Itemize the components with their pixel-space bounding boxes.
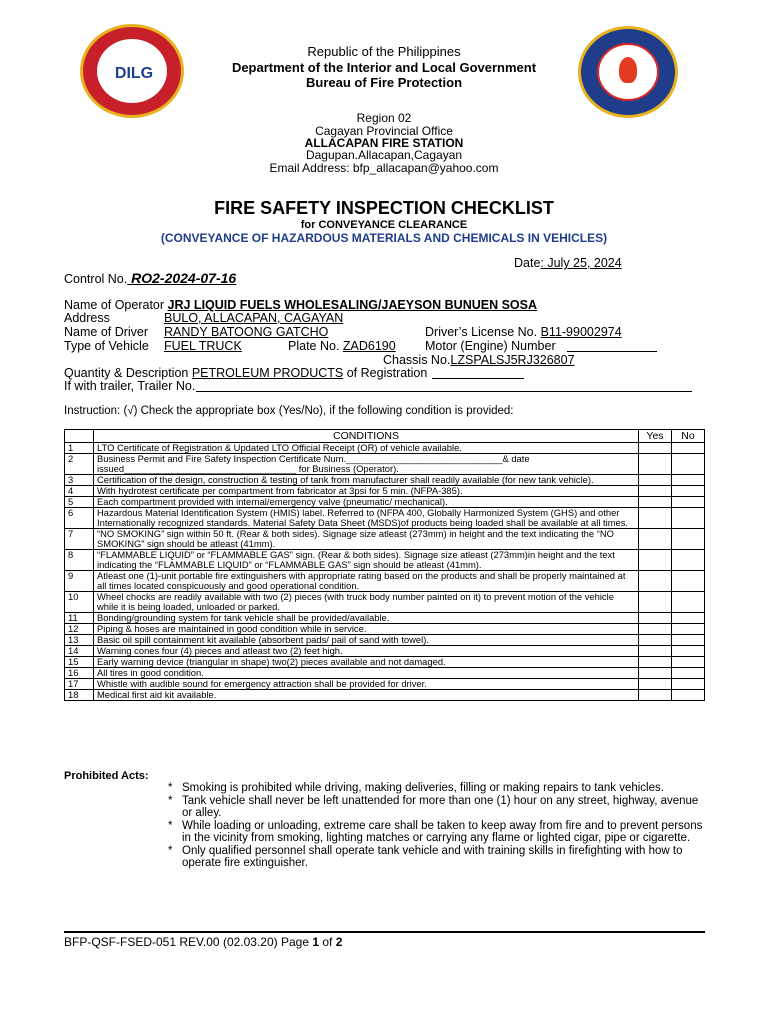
row-condition: “NO SMOKING” sign within 50 ft. (Rear & both sides). Signage size atleast (273mm) in height and the text indicating the “NO SMOKING” sign should be atleast (41mm).	[94, 529, 639, 550]
no-checkbox[interactable]	[672, 592, 705, 613]
plate-line	[288, 339, 396, 353]
date-label: Date	[514, 256, 541, 270]
prohibited-item	[168, 845, 708, 870]
control-label: Control No.	[64, 272, 128, 286]
header-bureau: Bureau of Fire Protection	[305, 75, 463, 90]
quantity-label: Quantity & Description	[64, 366, 189, 380]
conditions-table	[64, 429, 705, 701]
header-republic: Republic of the Philippines	[307, 44, 461, 59]
plate-label: Plate No.	[288, 339, 340, 353]
no-checkbox[interactable]	[672, 690, 705, 701]
yes-checkbox[interactable]	[639, 592, 672, 613]
footer-divider	[64, 931, 705, 933]
yes-checkbox[interactable]	[639, 571, 672, 592]
registration-blank	[432, 378, 524, 379]
table-row	[65, 550, 705, 571]
prohibited-item-text: Only qualified personnel shall operate tank vehicle and with training skills in firefighting with how to operate fire extinguisher.	[182, 844, 683, 869]
page-subtitle: for CONVEYANCE CLEARANCE	[300, 219, 468, 231]
yes-checkbox[interactable]	[639, 529, 672, 550]
no-checkbox[interactable]	[672, 508, 705, 529]
no-checkbox[interactable]	[672, 475, 705, 486]
table-row	[65, 657, 705, 668]
table-row	[65, 571, 705, 592]
registration-label: of Registration	[346, 366, 428, 380]
row-number: 2	[65, 454, 94, 475]
footer-of: of	[319, 935, 336, 949]
address-value: BULO, ALLACAPAN, CAGAYAN	[164, 311, 344, 325]
trailer-blank	[196, 391, 692, 392]
driver-value: RANDY BATOONG GATCHO	[164, 325, 329, 339]
row-condition: Certification of the design, construction & testing of tank from manufacturer shall readily available (for new tank vehicle).	[94, 475, 639, 486]
no-checkbox[interactable]	[672, 497, 705, 508]
page-title: FIRE SAFETY INSPECTION CHECKLIST	[214, 198, 554, 218]
chassis-label: Chassis No.	[383, 353, 451, 367]
dilg-logo-text: DILG	[114, 65, 154, 82]
no-checkbox[interactable]	[672, 571, 705, 592]
row-number: 16	[65, 668, 94, 679]
license-label: Driver’s License No.	[425, 325, 538, 339]
office-region: Region 02	[356, 111, 412, 125]
prohibited-item-text: Tank vehicle shall never be left unattended for more than one (1) hour on any street, highway, avenue or alley.	[182, 794, 699, 819]
row-number: 14	[65, 646, 94, 657]
license-line	[425, 325, 622, 339]
table-row	[65, 486, 705, 497]
yes-checkbox[interactable]	[639, 679, 672, 690]
header-number	[65, 430, 94, 443]
footer-total: 2	[335, 935, 343, 949]
no-checkbox[interactable]	[672, 550, 705, 571]
header-yes: Yes	[639, 430, 672, 443]
yes-checkbox[interactable]	[639, 486, 672, 497]
trailer-label: If with trailer, Trailer No.	[64, 379, 196, 393]
row-condition: LTO Certificate of Registration & Updated LTO Official Receipt (OR) of vehicle available.	[94, 443, 639, 454]
yes-checkbox[interactable]	[639, 443, 672, 454]
control-line	[64, 270, 236, 286]
row-condition: Early warning device (triangular in shape) two(2) pieces available and not damaged.	[94, 657, 639, 668]
table-row	[65, 635, 705, 646]
motor-label: Motor (Engine) Number	[425, 339, 556, 353]
table-row	[65, 508, 705, 529]
table-row	[65, 668, 705, 679]
control-value: RO2-2024-07-16	[127, 270, 237, 286]
operator-value: JRJ LIQUID FUELS WHOLESALING/JAEYSON BUNUEN SOSA	[167, 298, 538, 312]
vehicle-value: FUEL TRUCK	[164, 339, 242, 353]
address-label: Address	[64, 311, 110, 325]
row-number: 9	[65, 571, 94, 592]
table-row	[65, 475, 705, 486]
yes-checkbox[interactable]	[639, 657, 672, 668]
no-checkbox[interactable]	[672, 529, 705, 550]
vehicle-label: Type of Vehicle	[64, 339, 149, 353]
table-header-row	[65, 430, 705, 443]
prohibited-item	[168, 782, 708, 795]
prohibited-item	[168, 795, 708, 820]
operator-label: Name of Operator	[64, 298, 165, 312]
footer-code: BFP-QSF-FSED-051 REV.00 (02.03.20) Page	[64, 935, 313, 949]
bullet-asterisk: *	[168, 844, 173, 857]
prohibited-title: Prohibited Acts:	[64, 770, 149, 782]
row-number: 8	[65, 550, 94, 571]
row-condition: All tires in good condition.	[94, 668, 639, 679]
bullet-asterisk: *	[168, 819, 173, 832]
motor-blank	[567, 351, 657, 352]
yes-checkbox[interactable]	[639, 668, 672, 679]
no-checkbox[interactable]	[672, 635, 705, 646]
operator-line	[64, 298, 537, 312]
row-condition: Medical first aid kit available.	[94, 690, 639, 701]
page-subtitle-detail: (CONVEYANCE OF HAZARDOUS MATERIALS AND CHEMICALS IN VEHICLES)	[160, 231, 608, 245]
footer-line	[64, 935, 342, 949]
table-row	[65, 443, 705, 454]
date-value: : July 25, 2024	[540, 256, 622, 270]
row-number: 4	[65, 486, 94, 497]
table-row	[65, 613, 705, 624]
row-condition: “FLAMMABLE LIQUID” or “FLAMMABLE GAS” sign. (Rear & both sides). Signage size atleast (273mm)in height and the text indicating the “FLAMMABLE LIQUID” or “FLAMMABLE GAS” sign should be atleast (41mm).	[94, 550, 639, 571]
yes-checkbox[interactable]	[639, 454, 672, 475]
table-row	[65, 624, 705, 635]
row-condition: Whistle with audible sound for emergency attraction shall be provided for driver.	[94, 679, 639, 690]
table-row	[65, 679, 705, 690]
row-number: 5	[65, 497, 94, 508]
yes-checkbox[interactable]	[639, 635, 672, 646]
row-condition: Piping & hoses are maintained in good condition while in service.	[94, 624, 639, 635]
yes-checkbox[interactable]	[639, 508, 672, 529]
no-checkbox[interactable]	[672, 668, 705, 679]
row-number: 13	[65, 635, 94, 646]
footer-page: 1	[312, 935, 320, 949]
table-row	[65, 529, 705, 550]
yes-checkbox[interactable]	[639, 624, 672, 635]
bullet-asterisk: *	[168, 782, 173, 794]
row-number: 11	[65, 613, 94, 624]
row-condition: Bonding/grounding system for tank vehicle shall be provided/available.	[94, 613, 639, 624]
no-checkbox[interactable]	[672, 454, 705, 475]
office-email: Email Address: bfp_allacapan@yahoo.com	[269, 161, 499, 175]
row-condition: Warning cones four (4) pieces and atleast two (2) feet high.	[94, 646, 639, 657]
no-checkbox[interactable]	[672, 486, 705, 497]
row-condition: Wheel chocks are readily available with two (2) pieces (with truck body number painted on it) to prevent motion of the vehicle while it is being loaded, unloaded or parked.	[94, 592, 639, 613]
driver-label: Name of Driver	[64, 325, 149, 339]
row-condition: Each compartment provided with internal/emergency valve (pneumatic/ mechanical).	[94, 497, 639, 508]
quantity-value: PETROLEUM PRODUCTS	[191, 366, 344, 380]
header-conditions: CONDITIONS	[94, 430, 639, 443]
yes-checkbox[interactable]	[639, 690, 672, 701]
table-row	[65, 690, 705, 701]
table-row	[65, 497, 705, 508]
row-number: 15	[65, 657, 94, 668]
license-value: B11-99002974	[540, 325, 622, 339]
plate-value: ZAD6190	[342, 339, 396, 353]
row-condition: Basic oil spill containment kit available (absorbent pads/ pail of sand with towel).	[94, 635, 639, 646]
row-condition: Hazardous Material Identification System (HMIS) label. Referred to (NFPA 400, Globally Harmonized System (GHS) and other Internationally recognized standards. Material Safety Data Sheet (MSDS)of products being loaded shall be available at all times.	[94, 508, 639, 529]
row-number: 18	[65, 690, 94, 701]
no-checkbox[interactable]	[672, 613, 705, 624]
yes-checkbox[interactable]	[639, 550, 672, 571]
row-number: 17	[65, 679, 94, 690]
no-checkbox[interactable]	[672, 657, 705, 668]
office-provincial: Cagayan Provincial Office	[315, 124, 453, 138]
prohibited-list	[168, 782, 708, 870]
header-department: Department of the Interior and Local Government	[231, 60, 537, 75]
no-checkbox[interactable]	[672, 443, 705, 454]
row-condition: Business Permit and Fire Safety Inspection Certificate Num.______________________________& date issued_________________________________ for Business (Operator).	[94, 454, 639, 475]
instruction-text: Instruction: (√) Check the appropriate box (Yes/No), if the following condition is provided:	[64, 405, 514, 417]
yes-checkbox[interactable]	[639, 475, 672, 486]
header-no: No	[672, 430, 705, 443]
office-location: Dagupan.Allacapan,Cagayan	[305, 148, 463, 162]
office-station: ALLACAPAN FIRE STATION	[304, 136, 464, 150]
row-condition: With hydrotest certificate per compartment from fabricator at 3psi for 5 min. (NFPA-385).	[94, 486, 639, 497]
yes-checkbox[interactable]	[639, 613, 672, 624]
row-number: 3	[65, 475, 94, 486]
row-number: 10	[65, 592, 94, 613]
chassis-value: LZSPALSJ5RJ326807	[450, 353, 575, 367]
prohibited-item-text: While loading or unloading, extreme care shall be taken to keep away from fire and to prevent persons in the vicinity from smoking, lighting matches or carrying any flame or lighted cigar, pipe or cigarette.	[182, 819, 703, 844]
chassis-line	[383, 353, 575, 367]
prohibited-item-text: Smoking is prohibited while driving, making deliveries, filling or making repairs to tank vehicles.	[182, 782, 664, 794]
table-row	[65, 646, 705, 657]
no-checkbox[interactable]	[672, 624, 705, 635]
quantity-line	[64, 366, 427, 380]
no-checkbox[interactable]	[672, 679, 705, 690]
row-number: 1	[65, 443, 94, 454]
bullet-asterisk: *	[168, 794, 173, 807]
table-row	[65, 592, 705, 613]
row-number: 12	[65, 624, 94, 635]
yes-checkbox[interactable]	[639, 646, 672, 657]
no-checkbox[interactable]	[672, 646, 705, 657]
row-condition: Atleast one (1)-unit portable fire extinguishers with appropriate rating based on the products and shall be properly maintained at all times located conspicuously and good operational condition.	[94, 571, 639, 592]
date-line	[514, 256, 622, 270]
row-number: 7	[65, 529, 94, 550]
prohibited-item	[168, 820, 708, 845]
table-row	[65, 454, 705, 475]
row-number: 6	[65, 508, 94, 529]
yes-checkbox[interactable]	[639, 497, 672, 508]
